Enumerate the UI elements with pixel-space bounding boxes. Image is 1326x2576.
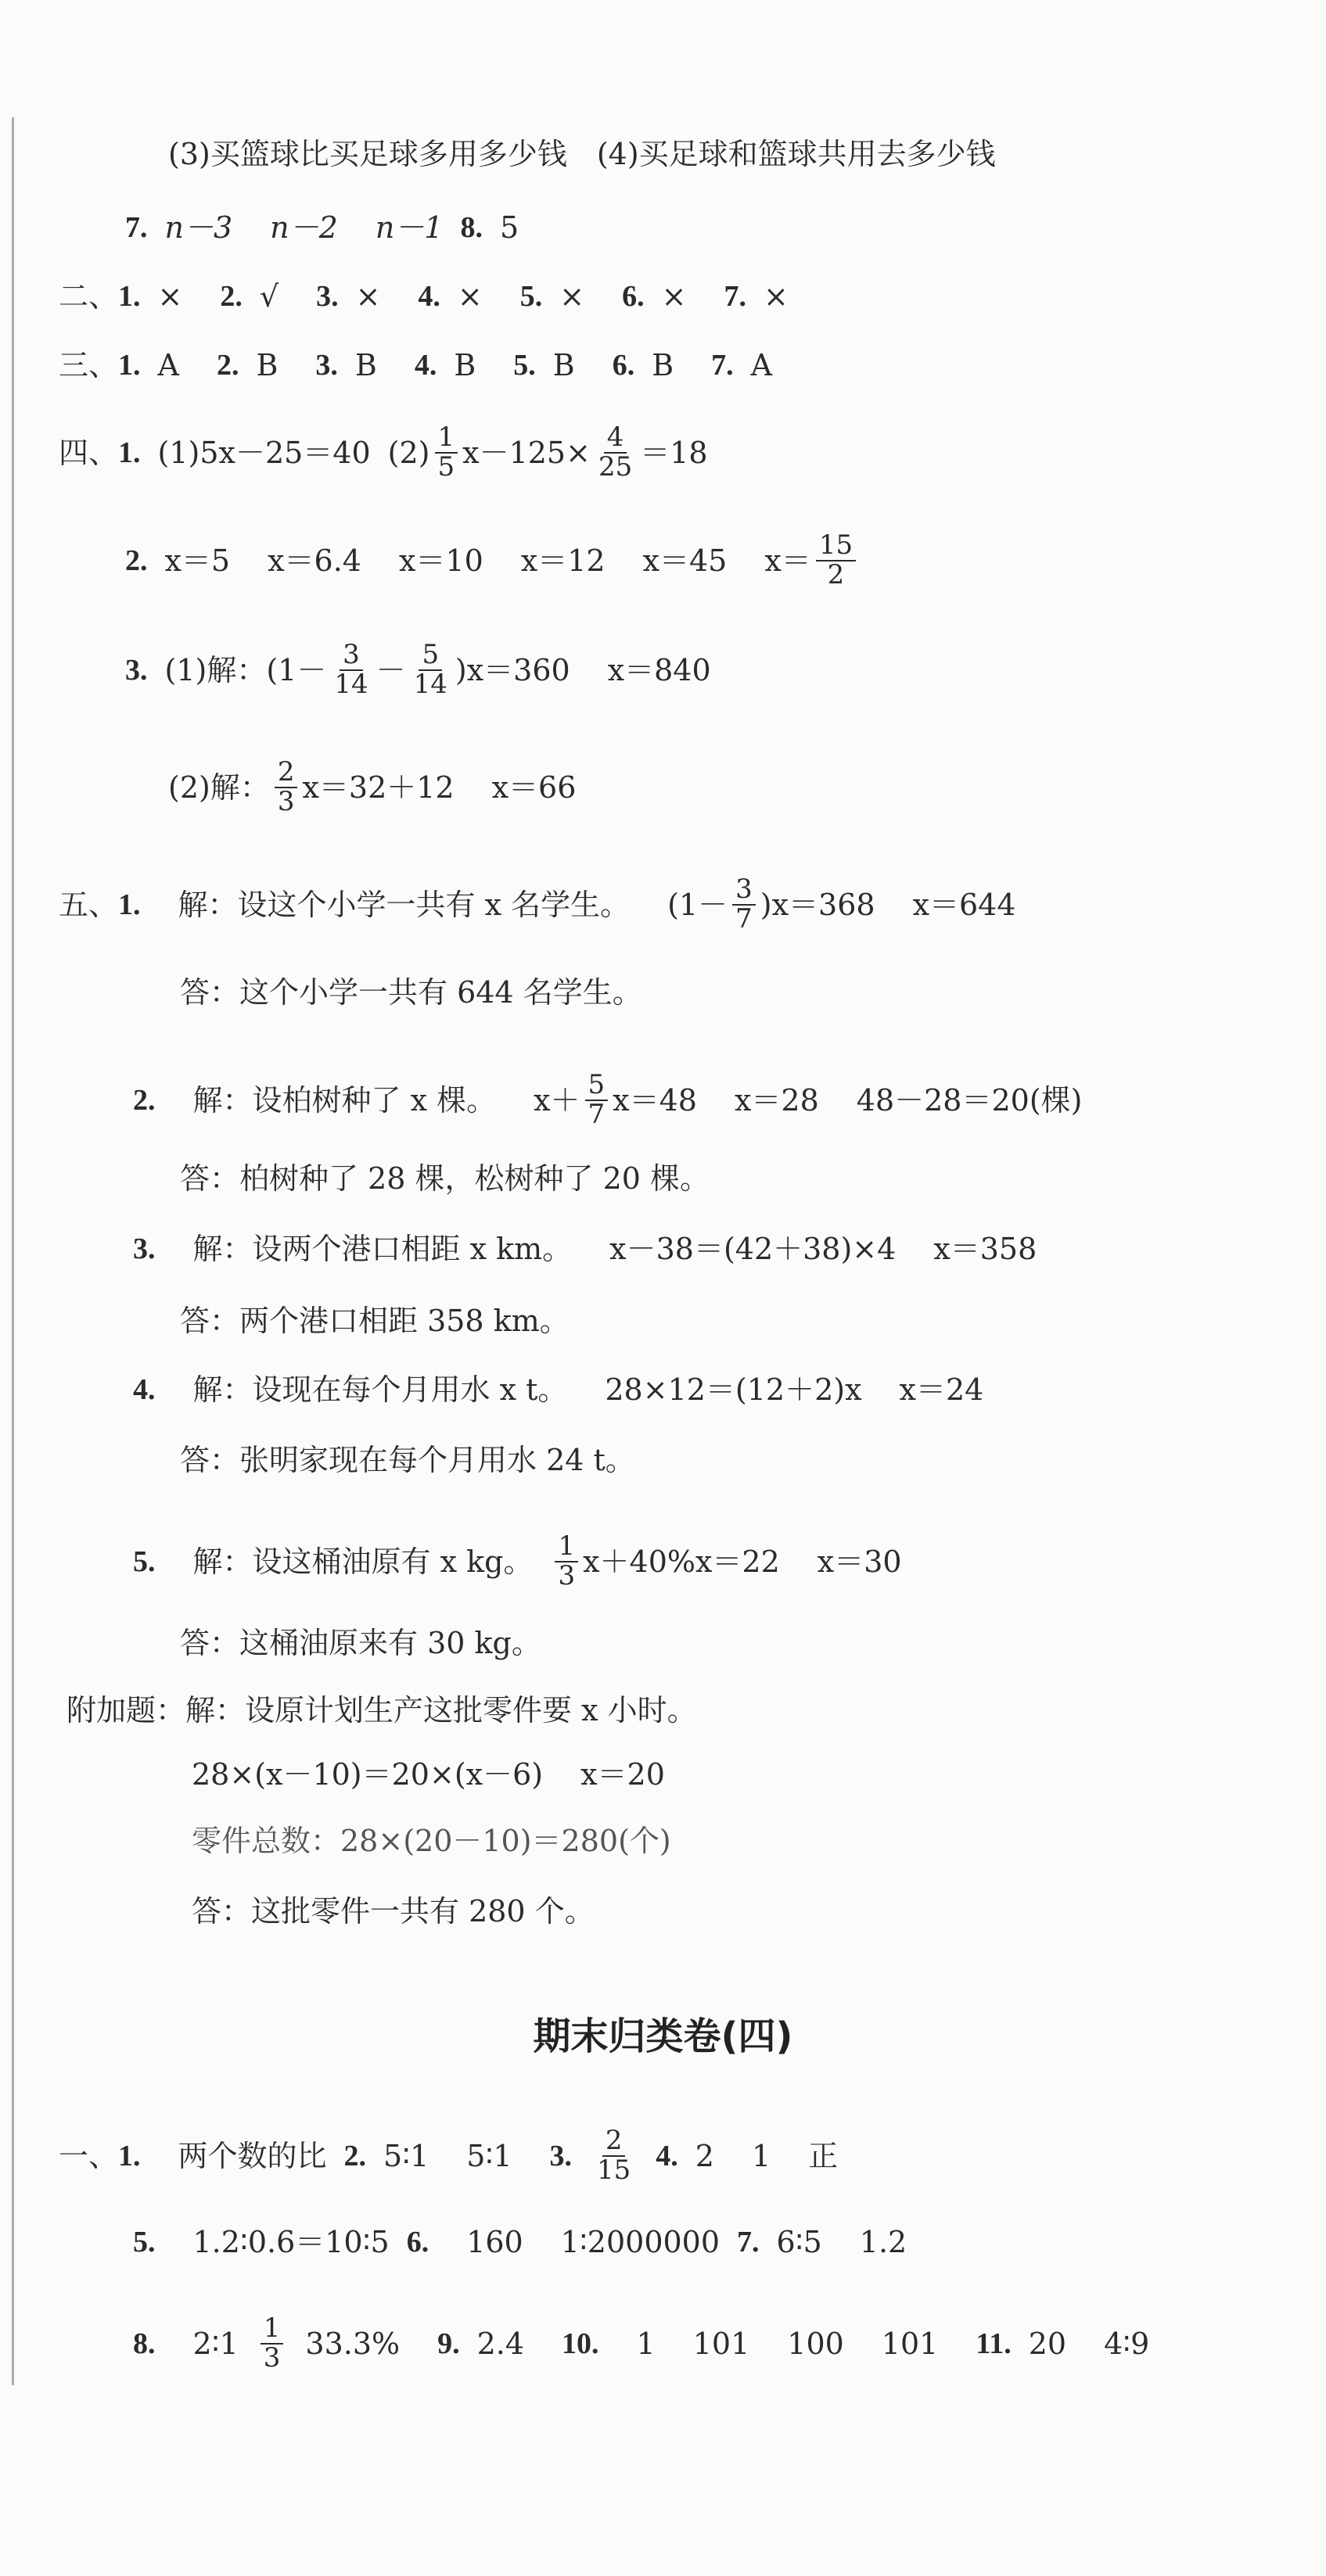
q-number: 1. bbox=[118, 2139, 141, 2172]
t-line-2 bbox=[133, 2227, 907, 2257]
bonus-total bbox=[192, 1826, 671, 1856]
numerator: 4 bbox=[604, 424, 627, 454]
answer: 20 bbox=[1028, 2326, 1067, 2361]
text-l1: (3)买篮球比买足球多用多少钱 (4)买足球和篮球共用去多少钱 bbox=[168, 137, 996, 171]
answer: x＝6.4 bbox=[268, 543, 361, 578]
q-number: 5. bbox=[133, 1545, 156, 1578]
answer-sentence: 答：张明家现在每个月用水 24 t。 bbox=[180, 1443, 635, 1477]
answer: x＝66 bbox=[491, 770, 577, 805]
q-number: 5. bbox=[133, 2226, 156, 2258]
answer: x＝24 bbox=[899, 1372, 984, 1407]
answer: 5∶1 bbox=[383, 2138, 429, 2173]
denominator: 25 bbox=[598, 450, 633, 483]
solution-setup: 解：设这桶油原有 x kg。 bbox=[192, 1544, 534, 1579]
answer: × bbox=[157, 279, 183, 314]
q-number: 3. bbox=[133, 1232, 156, 1265]
section-head: 二、 bbox=[59, 279, 119, 314]
q-number: 10. bbox=[562, 2327, 599, 2360]
denominator: 2 bbox=[827, 558, 845, 590]
section-head: 三、 bbox=[59, 348, 119, 382]
answer: 2∶1 bbox=[192, 2326, 239, 2361]
denominator: 3 bbox=[558, 1559, 576, 1591]
equation: 28×12＝(12＋2)x bbox=[605, 1372, 862, 1407]
fraction bbox=[411, 641, 451, 698]
answer: x＝ bbox=[764, 543, 811, 578]
answer: n－2 bbox=[270, 210, 338, 245]
answer: 101 bbox=[692, 2326, 750, 2361]
answer: n－3 bbox=[164, 210, 233, 245]
section-head: 四、 bbox=[59, 435, 119, 470]
q-number: 4. bbox=[133, 1373, 156, 1406]
denominator: 7 bbox=[588, 1098, 606, 1130]
numerator: 5 bbox=[585, 1071, 609, 1101]
q-number: 4. bbox=[656, 2139, 678, 2172]
answer: 48－28＝20(棵) bbox=[856, 1082, 1083, 1118]
s5-q4-answer bbox=[180, 1445, 635, 1475]
q-number: 8. bbox=[460, 211, 483, 244]
answer-sentence: 答：这批零件一共有 280 个。 bbox=[192, 1894, 595, 1928]
numerator: 2 bbox=[602, 2127, 626, 2157]
numerator: 1 bbox=[555, 1533, 578, 1562]
equation: (1)解：(1－ bbox=[164, 652, 327, 687]
denominator: 14 bbox=[413, 668, 447, 700]
answer: x＝10 bbox=[398, 543, 483, 578]
fraction bbox=[435, 424, 458, 481]
line-3 bbox=[59, 279, 789, 314]
q-number: 1. bbox=[118, 280, 141, 313]
denominator: 5 bbox=[437, 450, 455, 483]
answer: 6∶5 bbox=[776, 2225, 822, 2259]
q-number: 3. bbox=[316, 280, 339, 313]
s4-line-4 bbox=[168, 756, 577, 817]
answer: 2 bbox=[695, 2138, 714, 2173]
denominator: 3 bbox=[263, 2341, 281, 2373]
line-1 bbox=[168, 139, 996, 169]
fraction bbox=[595, 424, 635, 481]
q-number: 7. bbox=[711, 349, 734, 382]
answer: × bbox=[763, 279, 789, 314]
equation: － bbox=[376, 652, 406, 687]
s5-q1 bbox=[59, 876, 1016, 933]
answer: 33.3% bbox=[305, 2326, 401, 2361]
bonus-eq bbox=[192, 1757, 665, 1792]
q-number: 1. bbox=[118, 349, 141, 382]
bonus-head bbox=[66, 1695, 697, 1725]
answer: 5∶1 bbox=[466, 2138, 512, 2173]
answer: B bbox=[256, 348, 278, 382]
answer: 1∶2000000 bbox=[560, 2225, 720, 2259]
s5-q1-answer bbox=[180, 975, 642, 1010]
q-number: 5. bbox=[519, 280, 543, 313]
numerator: 3 bbox=[340, 641, 363, 671]
answer: × bbox=[355, 279, 381, 314]
q-number: 1. bbox=[118, 436, 141, 469]
answer: B bbox=[354, 348, 377, 382]
denominator: 15 bbox=[597, 2154, 631, 2186]
answer: B bbox=[552, 348, 575, 382]
denominator: 7 bbox=[735, 902, 753, 935]
fraction bbox=[261, 2312, 284, 2373]
answer: n－1 bbox=[375, 210, 444, 245]
equation: x＝32＋12 bbox=[302, 770, 455, 805]
equation: 零件总数：28×(20－10)＝280(个) bbox=[192, 1824, 671, 1858]
numerator: 1 bbox=[435, 424, 458, 454]
answer: x＝12 bbox=[520, 543, 606, 578]
answer: 101 bbox=[881, 2326, 939, 2361]
equation: x＋ bbox=[534, 1082, 580, 1118]
fraction bbox=[331, 641, 371, 698]
fraction bbox=[816, 529, 856, 590]
bonus-setup: 附加题：解：设原计划生产这批零件要 x 小时。 bbox=[66, 1693, 697, 1727]
s5-q5 bbox=[133, 1530, 902, 1591]
answer: x＝5 bbox=[164, 543, 231, 578]
answer: x＝358 bbox=[933, 1232, 1037, 1266]
q-number: 7. bbox=[125, 211, 148, 244]
q-number: 7. bbox=[724, 280, 746, 313]
s5-q2-answer bbox=[180, 1161, 710, 1196]
q-number: 3. bbox=[125, 653, 148, 687]
equation: x－125× bbox=[462, 435, 591, 470]
answer: 4∶9 bbox=[1104, 2326, 1150, 2361]
answer: × bbox=[661, 279, 687, 314]
equation: x＋40%x＝22 bbox=[583, 1544, 780, 1579]
solution-setup: 解：设现在每个月用水 x t。 bbox=[192, 1372, 568, 1407]
answer: 1 bbox=[751, 2138, 771, 2173]
answer: x＝840 bbox=[607, 652, 711, 687]
answer: B bbox=[652, 348, 674, 382]
equation: (1－ bbox=[667, 887, 728, 922]
answer: 160 bbox=[466, 2225, 523, 2259]
q-number: 6. bbox=[612, 349, 635, 382]
answer-sentence: 答：这个小学一共有 644 名学生。 bbox=[180, 975, 642, 1010]
numerator: 1 bbox=[261, 2315, 284, 2345]
equation: (1)5x－25＝40 bbox=[157, 435, 371, 470]
q-number: 2. bbox=[125, 544, 148, 577]
section-head: 五、 bbox=[59, 887, 119, 922]
answer: A bbox=[157, 348, 179, 382]
q-number: 2. bbox=[343, 2139, 367, 2172]
section-head: 一、 bbox=[59, 2138, 119, 2173]
numerator: 5 bbox=[419, 641, 442, 671]
equation: x＝48 bbox=[613, 1082, 697, 1118]
q-number: 6. bbox=[406, 2226, 429, 2258]
answer: x＝30 bbox=[817, 1544, 902, 1579]
solution-setup: 解：设两个港口相距 x km。 bbox=[192, 1232, 573, 1266]
q-number: 1. bbox=[118, 888, 141, 921]
answer: x＝28 bbox=[734, 1082, 819, 1118]
equation: (2) bbox=[387, 435, 430, 470]
answer: 100 bbox=[787, 2326, 844, 2361]
s5-q3 bbox=[133, 1234, 1037, 1264]
q-number: 2. bbox=[220, 280, 243, 313]
q-number: 2. bbox=[216, 349, 239, 382]
answer: x＝20 bbox=[580, 1757, 665, 1792]
s5-q4 bbox=[133, 1372, 984, 1407]
equation: )x＝360 bbox=[455, 652, 570, 687]
q-number: 3. bbox=[315, 349, 338, 382]
answer: B bbox=[454, 348, 476, 382]
fraction bbox=[732, 876, 756, 933]
fraction bbox=[275, 756, 298, 817]
equation: x－38＝(42＋38)×4 bbox=[609, 1232, 897, 1266]
answer: 1.2∶0.6＝10∶5 bbox=[192, 2225, 390, 2259]
answer-sentence: 答：两个港口相距 358 km。 bbox=[180, 1304, 570, 1338]
q-number: 2. bbox=[133, 1083, 156, 1117]
section-title: 期末归类卷(四) bbox=[533, 2015, 793, 2058]
solution-setup: 解：设这个小学一共有 x 名学生。 bbox=[178, 887, 631, 922]
answer-sentence: 答：这桶油原来有 30 kg。 bbox=[180, 1626, 541, 1660]
q-number: 5. bbox=[513, 349, 536, 382]
answer-sentence: 答：柏树种了 28 棵，松树种了 20 棵。 bbox=[180, 1161, 710, 1196]
answer: √ bbox=[259, 279, 279, 314]
answer: A bbox=[750, 348, 773, 382]
s5-q2 bbox=[133, 1071, 1082, 1128]
t-line-3 bbox=[133, 2312, 1150, 2373]
s5-q3-answer bbox=[180, 1306, 570, 1336]
line-4 bbox=[59, 350, 772, 380]
equation: (2)解： bbox=[168, 770, 270, 805]
answer: 1 bbox=[636, 2326, 656, 2361]
fraction bbox=[555, 1530, 578, 1591]
equation: )x＝368 bbox=[760, 887, 875, 922]
q-number: 3. bbox=[549, 2139, 573, 2172]
q-number: 4. bbox=[414, 349, 437, 382]
numerator: 2 bbox=[275, 759, 298, 788]
q-number: 4. bbox=[418, 280, 440, 313]
answer: 1.2 bbox=[859, 2225, 907, 2259]
denominator: 3 bbox=[277, 785, 295, 817]
s5-q5-answer bbox=[180, 1628, 541, 1658]
q-number: 7. bbox=[737, 2226, 760, 2258]
fraction bbox=[585, 1071, 609, 1128]
answer: x＝644 bbox=[912, 887, 1016, 922]
t-line-1 bbox=[59, 2127, 838, 2184]
solution-setup: 解：设柏树种了 x 棵。 bbox=[192, 1082, 497, 1118]
fraction bbox=[594, 2127, 634, 2184]
q-number: 6. bbox=[622, 280, 645, 313]
answer: 2.4 bbox=[476, 2326, 525, 2361]
s4-line-2 bbox=[125, 529, 861, 590]
q-number: 9. bbox=[437, 2327, 460, 2360]
answer: 正 bbox=[808, 2138, 839, 2173]
numerator: 3 bbox=[732, 876, 756, 906]
answer: x＝45 bbox=[642, 543, 728, 578]
q-number: 8. bbox=[133, 2327, 156, 2360]
denominator: 14 bbox=[334, 668, 368, 700]
line-2 bbox=[125, 210, 519, 245]
answer: 5 bbox=[499, 210, 519, 245]
answer: 两个数的比 bbox=[178, 2138, 327, 2173]
s4-line-3 bbox=[125, 641, 711, 698]
answer: × bbox=[457, 279, 483, 314]
answer: × bbox=[559, 279, 585, 314]
numerator: 15 bbox=[816, 532, 856, 561]
q-number: 11. bbox=[976, 2327, 1012, 2360]
equation: 28×(x－10)＝20×(x－6) bbox=[192, 1757, 544, 1792]
s4-line-1 bbox=[59, 424, 708, 481]
equation: ＝18 bbox=[640, 435, 708, 470]
bonus-answer bbox=[192, 1896, 595, 1926]
